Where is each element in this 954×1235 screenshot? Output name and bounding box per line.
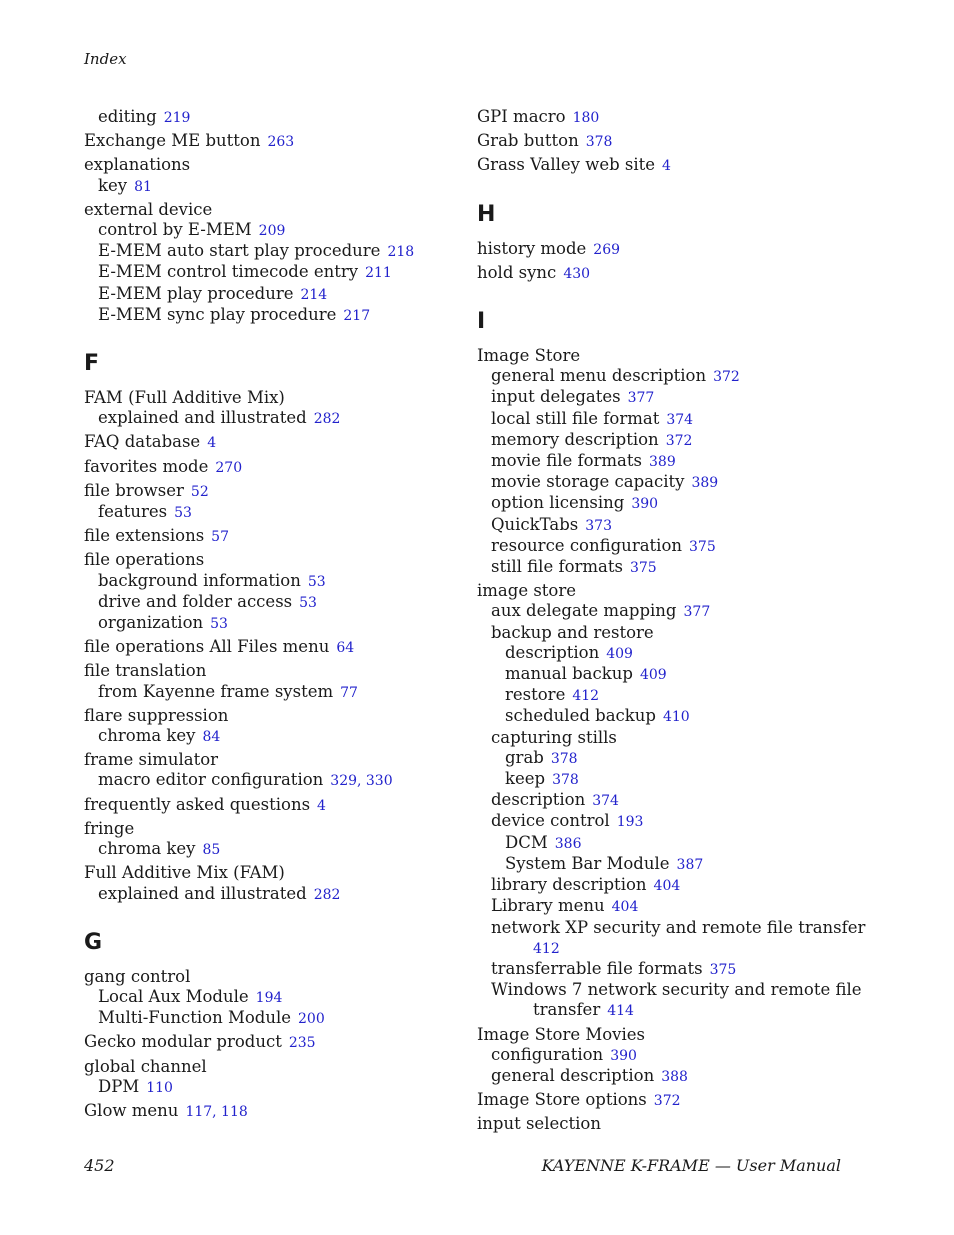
footer-title: KAYENNE K-FRAME — User Manual [541, 1156, 841, 1175]
index-subentry [477, 728, 847, 748]
entry-term: fringe [84, 818, 135, 838]
index-subentry [477, 959, 847, 980]
page-reference-link[interactable]: 377 [627, 390, 655, 407]
entry-term: Image Store [477, 346, 581, 366]
entry-term: manual backup [505, 664, 633, 684]
page-reference-link[interactable]: 4 [207, 435, 217, 452]
index-subentry [84, 726, 454, 747]
entry-term: control by E-MEM [98, 220, 252, 240]
index-entry [477, 107, 847, 128]
entry-term: explained and illustrated [98, 408, 307, 428]
entry-term: frame simulator [84, 750, 219, 770]
section-letter: F [84, 351, 100, 377]
page-reference-link[interactable]: 269 [593, 241, 621, 258]
index-entry [84, 131, 454, 152]
page-reference-link[interactable]: 414 [607, 1003, 634, 1020]
page-reference-link[interactable]: 77 [340, 684, 358, 701]
entry-term: capturing stills [491, 727, 617, 747]
entry-term: Full Additive Mix (FAM) [84, 863, 285, 883]
page-reference-link[interactable]: 387 [676, 856, 704, 873]
page-reference-link[interactable]: 85 [202, 842, 221, 859]
page-reference-link[interactable]: 410 [662, 709, 690, 726]
page-reference-link[interactable]: 282 [313, 411, 341, 428]
page-reference-link[interactable]: 117, 118 [185, 1103, 248, 1120]
index-entry [477, 1114, 847, 1134]
page-reference-link[interactable]: 372 [713, 369, 740, 386]
index-subentry [84, 305, 454, 326]
index-subentry [477, 515, 847, 536]
entry-term: file operations [84, 550, 205, 570]
page-reference-link[interactable]: 193 [616, 814, 644, 831]
index-subentry [477, 896, 847, 917]
entry-term: QuickTabs [491, 514, 579, 534]
entry-term: aux delegate mapping [491, 601, 677, 621]
entry-term: grab [505, 747, 544, 767]
page-reference-link[interactable]: 270 [215, 459, 243, 476]
section-letter: H [477, 201, 496, 227]
entry-term: device control [491, 811, 610, 831]
entry-term: Image Store Movies [477, 1024, 645, 1044]
index-subentry [84, 1077, 454, 1098]
entry-term: resource configuration [491, 535, 683, 555]
index-entry [477, 581, 847, 601]
entry-term: editing [98, 107, 157, 126]
index-entry [84, 550, 454, 570]
index-entry [84, 526, 454, 547]
index-entry [84, 1057, 454, 1077]
page-reference-link[interactable]: 412 [572, 688, 600, 705]
entry-term: explained and illustrated [98, 883, 307, 903]
page-reference-link[interactable]: 390 [610, 1047, 637, 1064]
entry-term: transfer [533, 1000, 601, 1020]
index-entry [477, 346, 847, 366]
entry-term: explanations [84, 155, 191, 175]
index-subentry [84, 241, 454, 262]
entry-term: library description [491, 875, 647, 895]
entry-term: Windows 7 network security and remote file [491, 980, 862, 1000]
page-reference-link[interactable]: 235 [288, 1035, 316, 1052]
index-subentry [477, 811, 847, 832]
index-entry [84, 863, 454, 883]
index-subentry [84, 220, 454, 241]
page-reference-link[interactable]: 375 [629, 560, 657, 577]
page-reference-link[interactable]: 209 [258, 223, 286, 240]
page-reference-link[interactable]: 389 [649, 454, 676, 471]
entry-term: keep [505, 769, 546, 789]
index-entry [84, 1032, 454, 1053]
index-subentry [477, 409, 847, 430]
index-entry [84, 200, 454, 220]
index-subentry [477, 643, 847, 664]
entry-term: still file formats [491, 557, 623, 577]
index-entry [84, 661, 454, 681]
entry-term: features [98, 502, 168, 522]
index-subentry [84, 502, 454, 523]
page-reference-link[interactable]: 372 [665, 432, 693, 449]
index-subentry [477, 748, 847, 769]
index-entry [84, 481, 454, 502]
entry-term: file extensions [84, 526, 205, 546]
page-reference-link[interactable]: 218 [387, 244, 415, 261]
entry-term: Image Store options [477, 1090, 647, 1110]
page-reference-link[interactable]: 377 [683, 604, 711, 621]
page-reference-link[interactable]: 200 [298, 1011, 325, 1028]
entry-term: GPI macro [477, 107, 566, 126]
index-entry [84, 819, 454, 839]
index-entry [84, 706, 454, 726]
page-reference-link[interactable]: 412 [533, 940, 560, 957]
page-reference-link[interactable]: 390 [631, 496, 659, 513]
index-subentry [477, 1066, 847, 1087]
index-subentry [84, 571, 454, 592]
entry-term: Exchange ME button [84, 131, 261, 151]
entry-term: Grass Valley web site [477, 155, 656, 175]
index-entry [84, 155, 454, 175]
index-entry [477, 131, 847, 152]
entry-term: chroma key [98, 726, 196, 746]
page-reference-link[interactable]: 110 [146, 1079, 173, 1096]
index-subentry [477, 833, 847, 854]
index-subentry [84, 770, 454, 791]
entry-term: global channel [84, 1056, 207, 1076]
entry-term: description [505, 642, 600, 662]
page-reference-link[interactable]: 409 [606, 645, 633, 662]
entry-term: option licensing [491, 493, 625, 513]
index-subentry [477, 472, 847, 493]
entry-term: Grab button [477, 131, 579, 151]
entry-term: configuration [491, 1044, 604, 1064]
entry-term: description [491, 790, 586, 810]
entry-term: favorites mode [84, 456, 209, 476]
entry-term: restore [505, 685, 566, 705]
entry-term: backup and restore [491, 622, 654, 642]
index-subentry [84, 884, 454, 905]
index-entry [84, 388, 454, 408]
entry-term: from Kayenne frame system [98, 681, 334, 701]
page-reference-link[interactable]: 329, 330 [330, 773, 393, 790]
page-reference-link[interactable]: 282 [313, 886, 341, 903]
page-reference-link[interactable]: 389 [691, 475, 719, 492]
index-subentry [84, 613, 454, 634]
page-reference-link[interactable]: 378 [552, 772, 579, 789]
page-reference-link[interactable]: 430 [563, 265, 591, 282]
page-reference-link[interactable]: 409 [639, 667, 667, 684]
page-reference-link[interactable]: 84 [202, 729, 221, 746]
index-subentry [477, 1000, 847, 1021]
page-reference-link[interactable]: 180 [572, 110, 600, 126]
running-header: Index [84, 50, 127, 68]
index-entry [477, 1090, 847, 1111]
index-subentry [477, 790, 847, 811]
page-reference-link[interactable]: 378 [585, 134, 613, 151]
index-column-left [84, 107, 454, 1122]
index-subentry [477, 917, 866, 938]
entry-term: file browser [84, 480, 184, 500]
index-subentry [477, 623, 847, 643]
entry-term: general description [491, 1065, 655, 1085]
section-letter: G [84, 929, 103, 955]
entry-term: drive and folder access [98, 591, 293, 611]
entry-term: movie storage capacity [491, 472, 685, 492]
index-subentry [477, 706, 847, 727]
entry-term: file translation [84, 661, 207, 681]
entry-term: input delegates [491, 387, 621, 407]
page-reference-link[interactable]: 375 [709, 961, 737, 978]
index-subentry [84, 107, 454, 128]
index-subentry [84, 1008, 454, 1029]
entry-term: flare suppression [84, 705, 229, 725]
index-subentry [84, 262, 454, 283]
index-subentry [84, 176, 454, 197]
entry-term: organization [98, 613, 204, 633]
page-reference-link[interactable]: 4 [662, 158, 671, 175]
entry-term: local still file format [491, 408, 660, 428]
index-entry [84, 432, 454, 453]
page-reference-link[interactable]: 214 [300, 286, 328, 303]
page-reference-link[interactable]: 404 [653, 878, 681, 895]
entry-term: history mode [477, 238, 587, 258]
index-subentry [84, 408, 454, 429]
entry-term: key [98, 175, 128, 195]
entry-term: network XP security and remote file transfer [491, 917, 866, 937]
index-entry [84, 750, 454, 770]
page-reference-link[interactable]: 263 [267, 134, 295, 151]
index-subentry [477, 980, 862, 1000]
page-reference-link[interactable]: 388 [661, 1068, 688, 1085]
index-subentry [477, 685, 847, 706]
entry-term: Gecko modular product [84, 1032, 282, 1052]
page-reference-link[interactable]: 386 [554, 835, 582, 852]
index-subentry [477, 769, 847, 790]
footer-page-number: 452 [84, 1156, 115, 1175]
entry-term: background information [98, 570, 301, 590]
entry-term: Library menu [491, 896, 605, 916]
page-reference-link[interactable]: 53 [174, 505, 192, 522]
entry-term: Local Aux Module [98, 986, 249, 1006]
index-subentry [84, 284, 454, 305]
index-subentry [477, 854, 847, 875]
entry-term: gang control [84, 966, 191, 986]
index-subentry [477, 430, 847, 451]
entry-term: transferrable file formats [491, 958, 703, 978]
index-subentry [477, 875, 847, 896]
page-reference-link[interactable]: 53 [210, 616, 228, 633]
index-subentry [477, 493, 847, 514]
index-entry [477, 1025, 847, 1045]
section-letter: I [477, 309, 486, 335]
page-reference-link[interactable]: 4 [317, 797, 326, 814]
index-entry [84, 967, 454, 987]
page-reference-link[interactable]: 375 [689, 538, 716, 555]
page-reference-link[interactable]: 53 [299, 594, 317, 611]
entry-term: DCM [505, 832, 548, 852]
index-entry [84, 1101, 454, 1122]
index-subentry [477, 938, 847, 959]
index-column-right [477, 107, 866, 1135]
page-reference-link[interactable]: 53 [307, 573, 326, 590]
page-reference-link[interactable]: 57 [211, 529, 229, 546]
index-subentry [477, 601, 847, 622]
page-reference-link[interactable]: 373 [585, 517, 612, 534]
entry-term: System Bar Module [505, 853, 670, 873]
entry-term: image store [477, 581, 577, 601]
page-reference-link[interactable]: 378 [550, 750, 578, 767]
entry-term: E-MEM sync play procedure [98, 304, 337, 324]
index-entry [477, 155, 847, 176]
index-subentry [477, 1045, 847, 1066]
entry-term: E-MEM auto start play procedure [98, 241, 381, 261]
index-entry [477, 239, 847, 260]
entry-term: movie file formats [491, 451, 642, 471]
page-reference-link[interactable]: 81 [134, 178, 152, 195]
entry-term: E-MEM control timecode entry [98, 262, 359, 282]
page-reference-link[interactable]: 374 [592, 793, 619, 810]
page-reference-link[interactable]: 219 [163, 110, 191, 126]
entry-term: external device [84, 199, 213, 219]
index-subentry [84, 987, 454, 1008]
entry-term: Glow menu [84, 1100, 179, 1120]
entry-term: chroma key [98, 839, 196, 859]
index-subentry [84, 682, 454, 703]
entry-term: macro editor configuration [98, 770, 324, 790]
index-subentry [477, 557, 847, 578]
index-entry [84, 637, 454, 658]
index-subentry [477, 387, 847, 408]
entry-term: hold sync [477, 262, 557, 282]
entry-term: FAQ database [84, 432, 201, 452]
page-reference-link[interactable]: 217 [343, 307, 371, 324]
index-subentry [477, 366, 847, 387]
page-reference-link[interactable]: 404 [611, 899, 639, 916]
entry-term: FAM (Full Additive Mix) [84, 388, 285, 408]
entry-term: memory description [491, 429, 659, 449]
page-reference-link[interactable]: 211 [365, 265, 392, 282]
entry-term: general menu description [491, 366, 707, 386]
entry-term: input selection [477, 1114, 601, 1134]
entry-term: scheduled backup [505, 706, 656, 726]
entry-term: E-MEM play procedure [98, 283, 294, 303]
entry-term: Multi-Function Module [98, 1008, 291, 1028]
entry-term: file operations All Files menu [84, 637, 330, 657]
page-reference-link[interactable]: 374 [666, 411, 694, 428]
index-subentry [477, 451, 847, 472]
entry-term: DPM [98, 1076, 140, 1096]
index-subentry [477, 664, 847, 685]
page-reference-link[interactable]: 52 [190, 483, 209, 500]
index-subentry [84, 592, 454, 613]
index-entry [84, 795, 454, 816]
index-subentry [477, 536, 847, 557]
page-reference-link[interactable]: 372 [653, 1093, 681, 1110]
page-reference-link[interactable]: 194 [255, 989, 283, 1006]
page-reference-link[interactable]: 64 [336, 640, 355, 657]
entry-term: frequently asked questions [84, 794, 311, 814]
index-entry [477, 263, 847, 284]
index-entry [84, 457, 454, 478]
index-subentry [84, 839, 454, 860]
